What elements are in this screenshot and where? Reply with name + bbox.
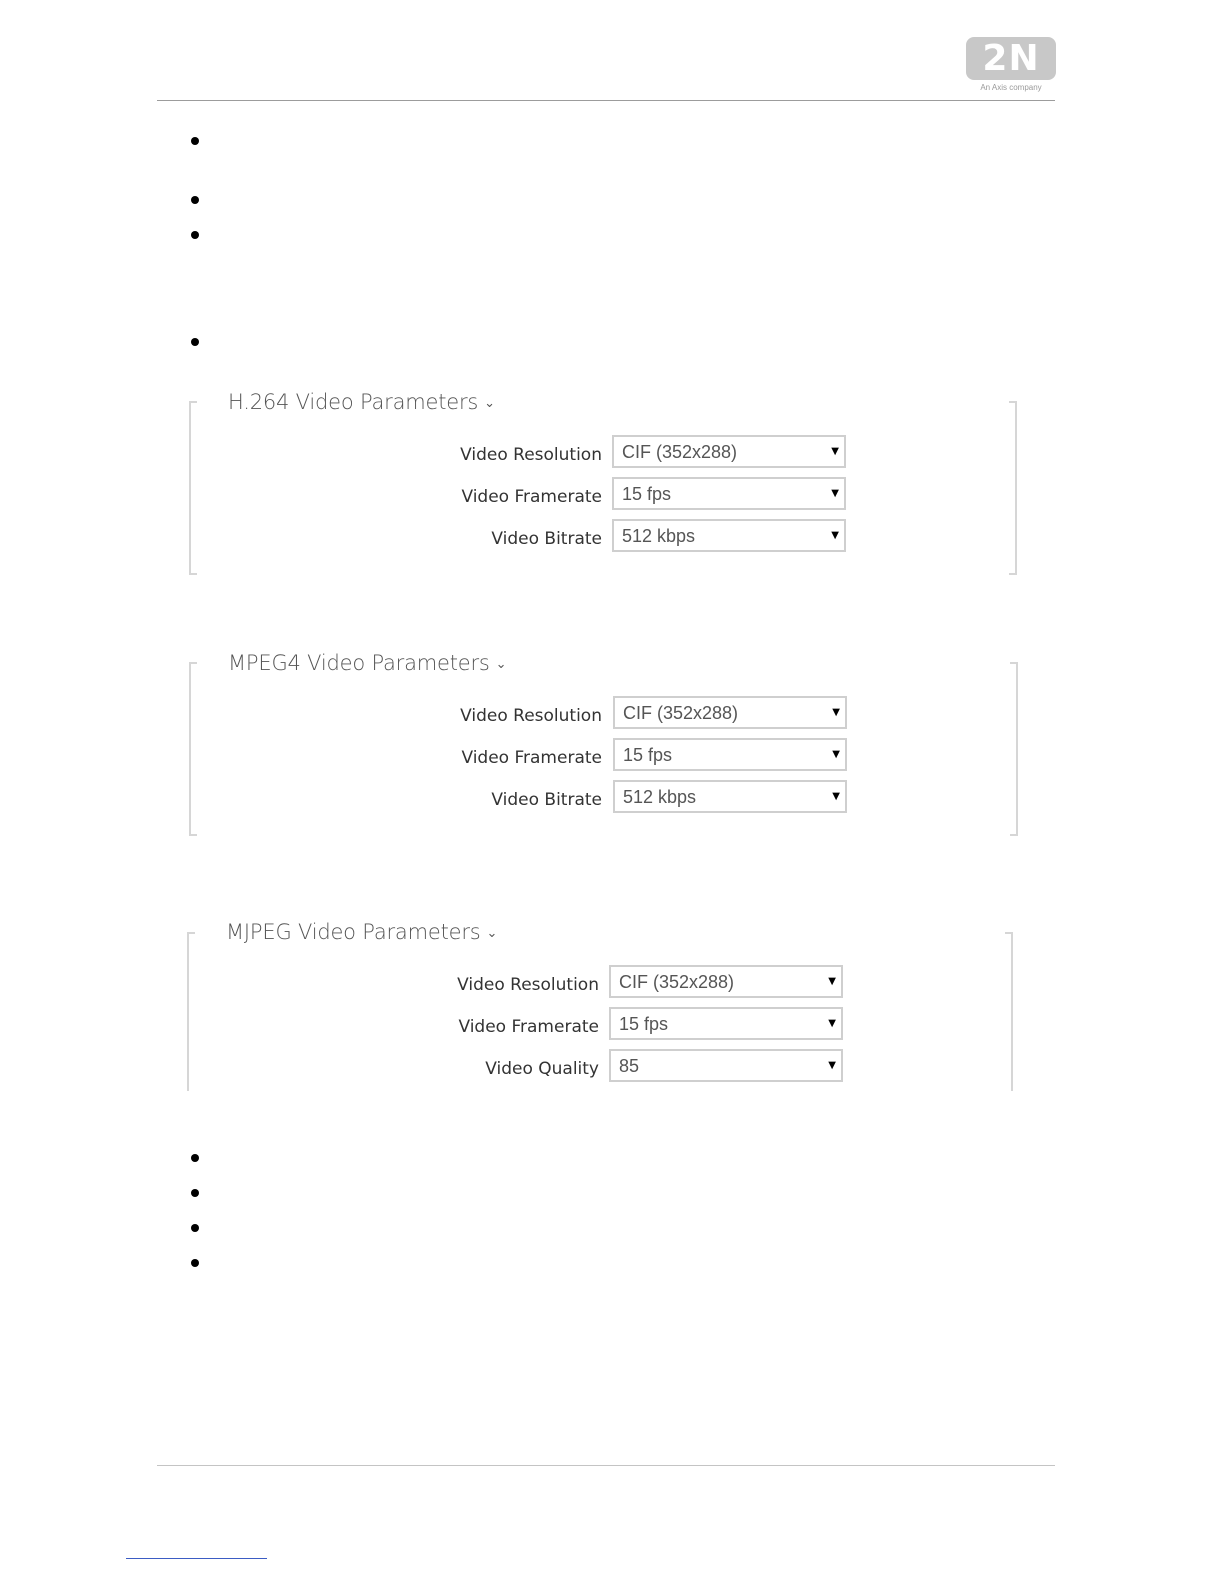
bullet-icon (191, 1154, 199, 1162)
video-framerate-select[interactable] (612, 477, 846, 510)
video-framerate-label: Video Framerate (461, 487, 602, 507)
select-value: 15 fps (623, 745, 673, 765)
chevron-down-icon[interactable]: ⌄ (495, 657, 507, 672)
dropdown-arrow-icon: ▼ (831, 488, 839, 499)
select-value: 15 fps (619, 1014, 669, 1034)
select-value: 512 kbps (622, 526, 696, 546)
h264-panel-title[interactable] (228, 390, 495, 414)
panel-title-text: MPEG4 Video Parameters (228, 651, 490, 675)
field-label-row (300, 740, 602, 776)
logo-mark: 2N (982, 37, 1040, 79)
field-label-row (300, 479, 602, 515)
brand-logo (966, 37, 1056, 80)
panel-title-text: H.264 Video Parameters (228, 390, 479, 414)
field-label-row (300, 1009, 599, 1045)
dropdown-arrow-icon: ▼ (832, 749, 840, 760)
video-framerate-label: Video Framerate (461, 748, 602, 768)
dropdown-arrow-icon: ▼ (831, 446, 839, 457)
chevron-down-icon[interactable]: ⌄ (484, 396, 495, 411)
video-resolution-label: Video Resolution (457, 975, 599, 995)
dropdown-arrow-icon: ▼ (828, 1060, 836, 1071)
mjpeg-panel-title[interactable] (226, 920, 497, 944)
bullet-icon (191, 338, 199, 346)
select-value: 15 fps (622, 484, 672, 504)
mpeg4-panel-title[interactable] (228, 651, 506, 675)
field-label-row (300, 782, 602, 818)
header-divider (157, 100, 1055, 101)
video-quality-label: Video Quality (485, 1059, 599, 1079)
bullet-icon (191, 1224, 199, 1232)
field-label-row (300, 437, 602, 473)
select-value: CIF (352x288) (622, 442, 738, 462)
video-bitrate-select[interactable] (613, 780, 847, 813)
video-resolution-label: Video Resolution (460, 706, 602, 726)
dropdown-arrow-icon: ▼ (828, 976, 836, 987)
field-label-row (300, 1051, 599, 1087)
video-bitrate-label: Video Bitrate (491, 529, 602, 549)
logo-tagline: An Axis company (980, 83, 1042, 92)
bullet-icon (191, 1259, 199, 1267)
video-resolution-select[interactable] (609, 965, 843, 998)
video-quality-select[interactable] (609, 1049, 843, 1082)
dropdown-arrow-icon: ▼ (832, 707, 840, 718)
video-framerate-label: Video Framerate (458, 1017, 599, 1037)
video-framerate-select[interactable] (609, 1007, 843, 1040)
dropdown-arrow-icon: ▼ (828, 1018, 836, 1029)
bullet-icon (191, 1189, 199, 1197)
select-value: CIF (352x288) (619, 972, 735, 992)
footer-link-underline (126, 1558, 267, 1559)
video-framerate-select[interactable] (613, 738, 847, 771)
video-resolution-select[interactable] (613, 696, 847, 729)
dropdown-arrow-icon: ▼ (832, 791, 840, 802)
select-value: CIF (352x288) (623, 703, 739, 723)
bullet-icon (191, 196, 199, 204)
select-value: 85 (619, 1056, 640, 1076)
panel-title-text: MJPEG Video Parameters (226, 920, 481, 944)
dropdown-arrow-icon: ▼ (831, 530, 839, 541)
video-resolution-select[interactable] (612, 435, 846, 468)
video-resolution-label: Video Resolution (460, 445, 602, 465)
bullet-icon (191, 137, 199, 145)
chevron-down-icon[interactable]: ⌄ (486, 926, 498, 941)
video-bitrate-label: Video Bitrate (491, 790, 602, 810)
field-label-row (300, 698, 602, 734)
video-bitrate-select[interactable] (612, 519, 846, 552)
footer-divider (157, 1465, 1055, 1466)
bullet-icon (191, 231, 199, 239)
select-value: 512 kbps (623, 787, 697, 807)
field-label-row (300, 967, 599, 1003)
field-label-row (300, 521, 602, 557)
